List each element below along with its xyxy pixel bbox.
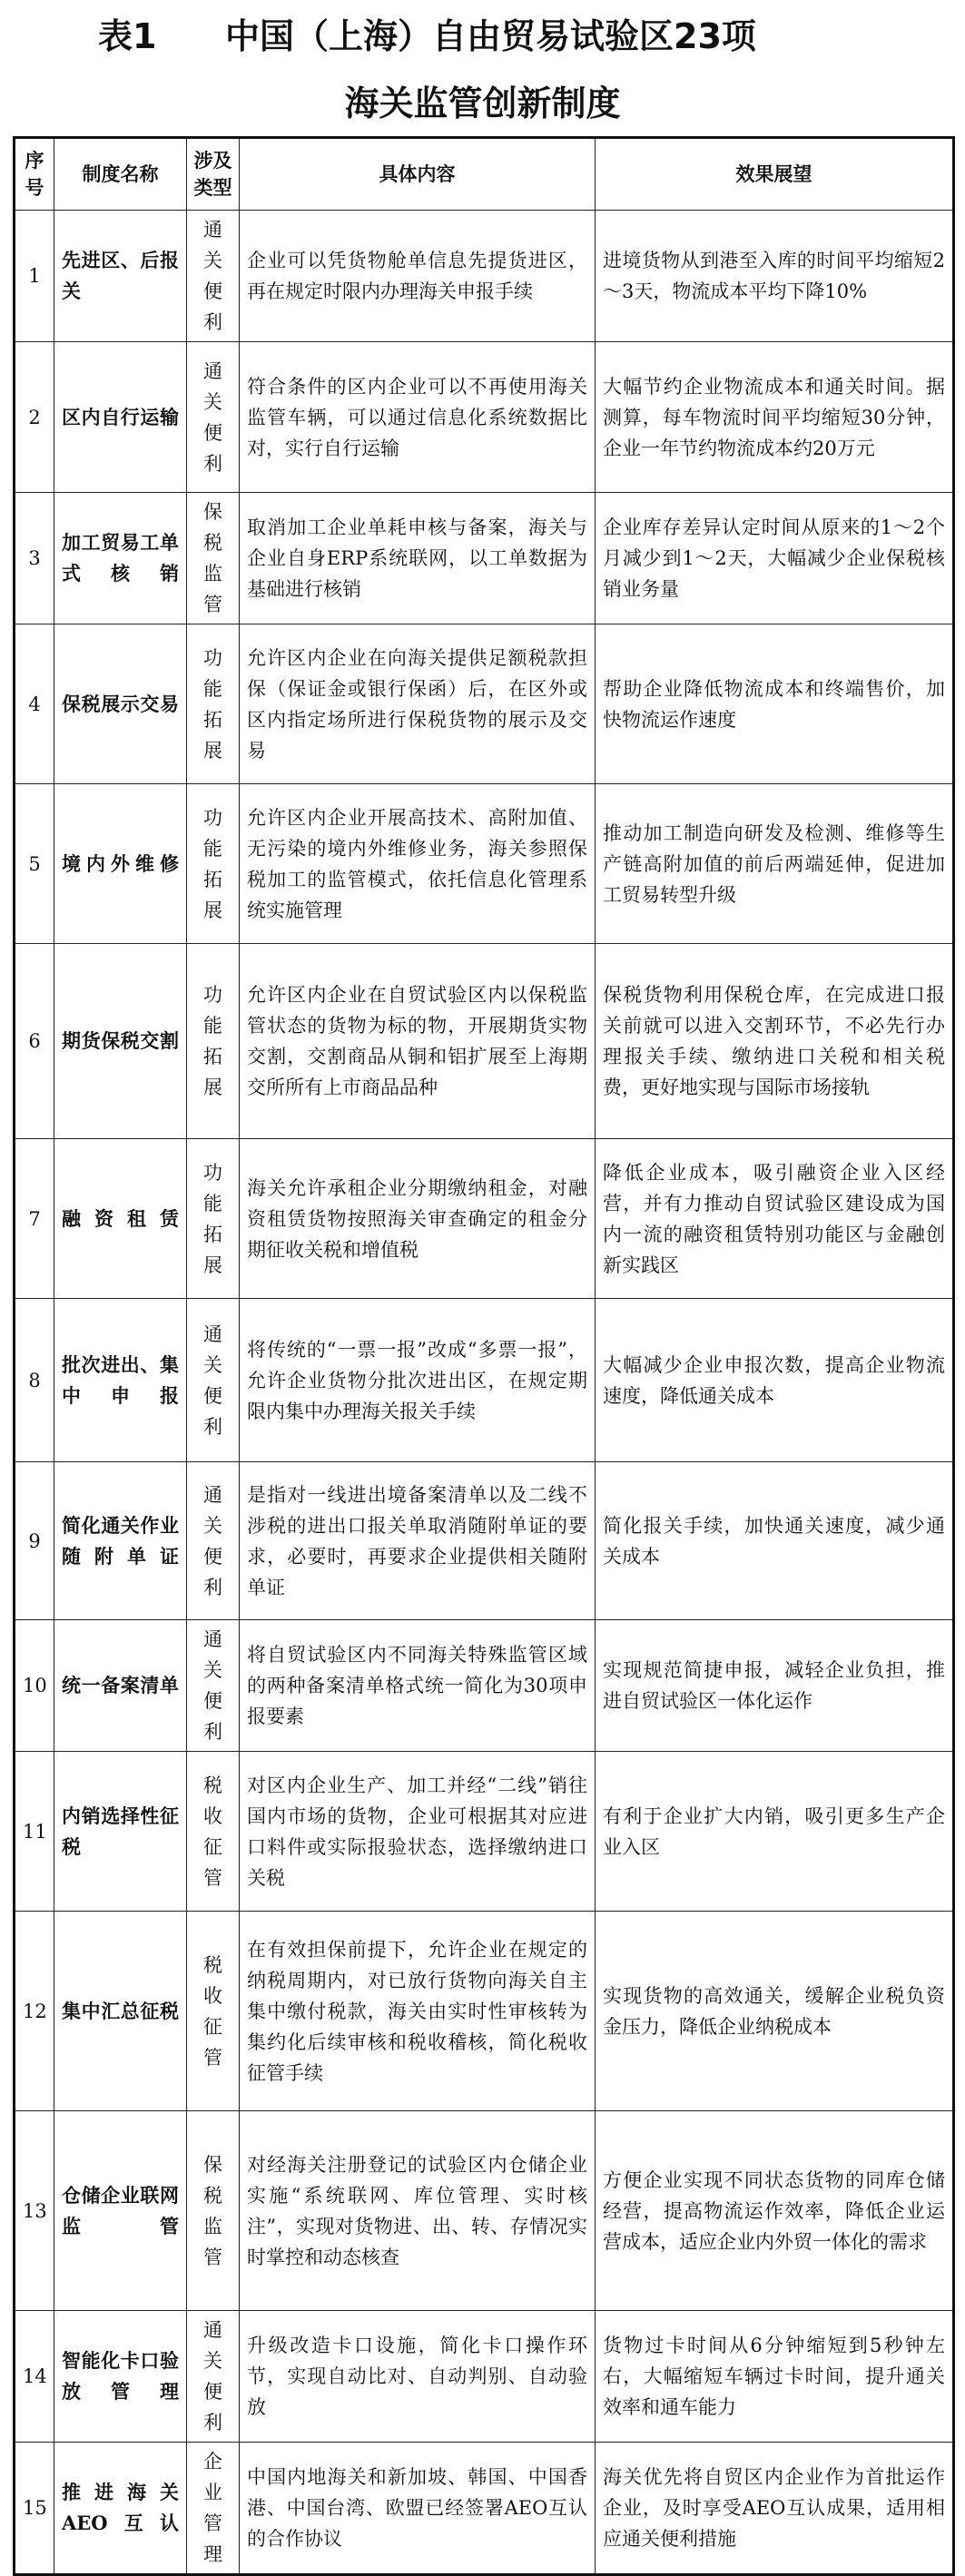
row-effect: 简化报关手续，加快通关速度，减少通关成本	[596, 1462, 954, 1620]
row-effect: 保税货物利用保税仓库，在完成进口报关前就可以进入交割环节，不必先行办理报关手续、缴纳进口关税和相关税费，更好地实现与国际市场接轨	[596, 944, 954, 1139]
row-name: 期货保税交割	[54, 944, 187, 1139]
row-name: 智能化卡口验放管理	[54, 2311, 187, 2443]
header-content: 具体内容	[240, 138, 596, 211]
row-type: 保税监管	[187, 2111, 240, 2311]
customs-innovation-table	[13, 136, 955, 2576]
header-name: 制度名称	[54, 138, 187, 211]
row-name: 集中汇总征税	[54, 1912, 187, 2111]
row-effect: 有利于企业扩大内销，吸引更多生产企业入区	[596, 1752, 954, 1912]
row-no: 14	[15, 2311, 54, 2443]
table-row	[15, 944, 954, 1139]
row-content: 符合条件的区内企业可以不再使用海关监管车辆，可以通过信息化系统数据比对，实行自行运输	[240, 342, 596, 493]
row-content: 对经海关注册登记的试验区内仓储企业实施“系统联网、库位管理、实时核注”，实现对货物进、出、转、存情况实时掌控和动态核查	[240, 2111, 596, 2311]
row-effect: 大幅节约企业物流成本和通关时间。据测算，每车物流时间平均缩短30分钟，企业一年节约物流成本约20万元	[596, 342, 954, 493]
table-row	[15, 2443, 954, 2575]
row-no: 6	[15, 944, 54, 1139]
table-row	[15, 624, 954, 784]
table-row	[15, 211, 954, 342]
row-effect: 企业库存差异认定时间从原来的1～2个月减少到1～2天，大幅减少企业保税核销业务量	[596, 493, 954, 624]
row-type: 通关便利	[187, 1462, 240, 1620]
header-no: 序号	[15, 138, 54, 211]
row-no: 12	[15, 1912, 54, 2111]
row-effect: 推动加工制造向研发及检测、维修等生产链高附加值的前后两端延伸，促进加工贸易转型升级	[596, 784, 954, 944]
row-effect: 帮助企业降低物流成本和终端售价，加快物流运作速度	[596, 624, 954, 784]
row-name: 简化通关作业随附单证	[54, 1462, 187, 1620]
row-name: 保税展示交易	[54, 624, 187, 784]
row-type: 功能拓展	[187, 944, 240, 1139]
table-row	[15, 1752, 954, 1912]
row-type: 通关便利	[187, 1299, 240, 1462]
row-type: 保税监管	[187, 493, 240, 624]
header-effect: 效果展望	[596, 138, 954, 211]
table-label: 表1	[98, 16, 157, 56]
row-content: 将自贸试验区内不同海关特殊监管区域的两种备案清单格式统一简化为30项申报要素	[240, 1620, 596, 1752]
row-content: 中国内地海关和新加坡、韩国、中国香港、中国台湾、欧盟已经签署AEO互认的合作协议	[240, 2443, 596, 2575]
table-title: 中国（上海）自由贸易试验区23项	[225, 16, 756, 56]
row-content: 取消加工企业单耗申核与备案，海关与企业自身ERP系统联网，以工单数据为基础进行核销	[240, 493, 596, 624]
table-row	[15, 1912, 954, 2111]
row-type: 通关便利	[187, 1620, 240, 1752]
row-name: 境内外维修	[54, 784, 187, 944]
row-type: 通关便利	[187, 211, 240, 342]
row-content: 海关允许承租企业分期缴纳租金，对融资租赁货物按照海关审查确定的租金分期征收关税和增值税	[240, 1139, 596, 1299]
row-content: 升级改造卡口设施，简化卡口操作环节，实现自动比对、自动判别、自动验放	[240, 2311, 596, 2443]
row-name: 融资租赁	[54, 1139, 187, 1299]
table-row	[15, 1139, 954, 1299]
row-name: 批次进出、集中申报	[54, 1299, 187, 1462]
row-name: 统一备案清单	[54, 1620, 187, 1752]
table-row	[15, 2311, 954, 2443]
row-name: 仓储企业联网监管	[54, 2111, 187, 2311]
row-no: 5	[15, 784, 54, 944]
row-no: 2	[15, 342, 54, 493]
row-effect: 实现规范简捷申报，减轻企业负担，推进自贸试验区一体化运作	[596, 1620, 954, 1752]
row-no: 8	[15, 1299, 54, 1462]
row-effect: 货物过卡时间从6分钟缩短到5秒钟左右，大幅缩短车辆过卡时间，提升通关效率和通车能力	[596, 2311, 954, 2443]
table-row	[15, 1620, 954, 1752]
row-content: 对区内企业生产、加工并经“二线”销往国内市场的货物，企业可根据其对应进口料件或实际报验状态，选择缴纳进口关税	[240, 1752, 596, 1912]
row-effect: 降低企业成本，吸引融资企业入区经营，并有力推动自贸试验区建设成为国内一流的融资租赁特别功能区与金融创新实践区	[596, 1139, 954, 1299]
row-effect: 大幅减少企业申报次数，提高企业物流速度，降低通关成本	[596, 1299, 954, 1462]
table-body	[15, 211, 954, 2575]
row-content: 将传统的“一票一报”改成“多票一报”，允许企业货物分批次进出区，在规定期限内集中办理海关报关手续	[240, 1299, 596, 1462]
row-type: 功能拓展	[187, 624, 240, 784]
header-type: 涉及类型	[187, 138, 240, 211]
table-row	[15, 493, 954, 624]
row-content: 允许区内企业开展高技术、高附加值、无污染的境内外维修业务，海关参照保税加工的监管模式，依托信息化管理系统实施管理	[240, 784, 596, 944]
table-row	[15, 342, 954, 493]
row-no: 3	[15, 493, 54, 624]
row-effect: 进境货物从到港至入库的时间平均缩短2～3天，物流成本平均下降10%	[596, 211, 954, 342]
table-row	[15, 784, 954, 944]
row-type: 税收征管	[187, 1752, 240, 1912]
row-type: 企业管理	[187, 2443, 240, 2575]
row-no: 1	[15, 211, 54, 342]
row-type: 税收征管	[187, 1912, 240, 2111]
row-content: 在有效担保前提下，允许企业在规定的纳税周期内，对已放行货物向海关自主集中缴付税款，海关由实时性审核转为集约化后续审核和税收稽核，简化税收征管手续	[240, 1912, 596, 2111]
row-no: 15	[15, 2443, 54, 2575]
row-no: 10	[15, 1620, 54, 1752]
row-no: 4	[15, 624, 54, 784]
row-content: 是指对一线进出境备案清单以及二线不涉税的进出口报关单取消随附单证的要求，必要时，再要求企业提供相关随附单证	[240, 1462, 596, 1620]
table-subtitle: 海关监管创新制度	[344, 84, 621, 123]
row-type: 功能拓展	[187, 1139, 240, 1299]
row-no: 7	[15, 1139, 54, 1299]
row-no: 13	[15, 2111, 54, 2311]
row-effect: 方便企业实现不同状态货物的同库仓储经营，提高物流运作效率，降低企业运营成本，适应企业内外贸一体化的需求	[596, 2111, 954, 2311]
table-row	[15, 1299, 954, 1462]
row-no: 9	[15, 1462, 54, 1620]
row-type: 功能拓展	[187, 784, 240, 944]
row-content: 允许区内企业在向海关提供足额税款担保（保证金或银行保函）后，在区外或区内指定场所进行保税货物的展示及交易	[240, 624, 596, 784]
row-no: 11	[15, 1752, 54, 1912]
row-name: 加工贸易工单式核销	[54, 493, 187, 624]
row-effect: 海关优先将自贸区内企业作为首批运作企业，及时享受AEO互认成果，适用相应通关便利措施	[596, 2443, 954, 2575]
row-type: 通关便利	[187, 2311, 240, 2443]
row-name: 区内自行运输	[54, 342, 187, 493]
row-name: 先进区、后报关	[54, 211, 187, 342]
title-block	[0, 0, 965, 145]
row-name: 推进海关AEO互认	[54, 2443, 187, 2575]
row-content: 允许区内企业在自贸试验区内以保税监管状态的货物为标的物，开展期货实物交割，交割商品从铜和铝扩展至上海期交所所有上市商品品种	[240, 944, 596, 1139]
row-type: 通关便利	[187, 342, 240, 493]
row-effect: 实现货物的高效通关，缓解企业税负资金压力，降低企业纳税成本	[596, 1912, 954, 2111]
table-row	[15, 2111, 954, 2311]
table-row	[15, 1462, 954, 1620]
table-header-row	[15, 138, 954, 211]
title-line1	[0, 11, 965, 62]
row-name: 内销选择性征税	[54, 1752, 187, 1912]
row-content: 企业可以凭货物舱单信息先提货进区，再在规定时限内办理海关申报手续	[240, 211, 596, 342]
